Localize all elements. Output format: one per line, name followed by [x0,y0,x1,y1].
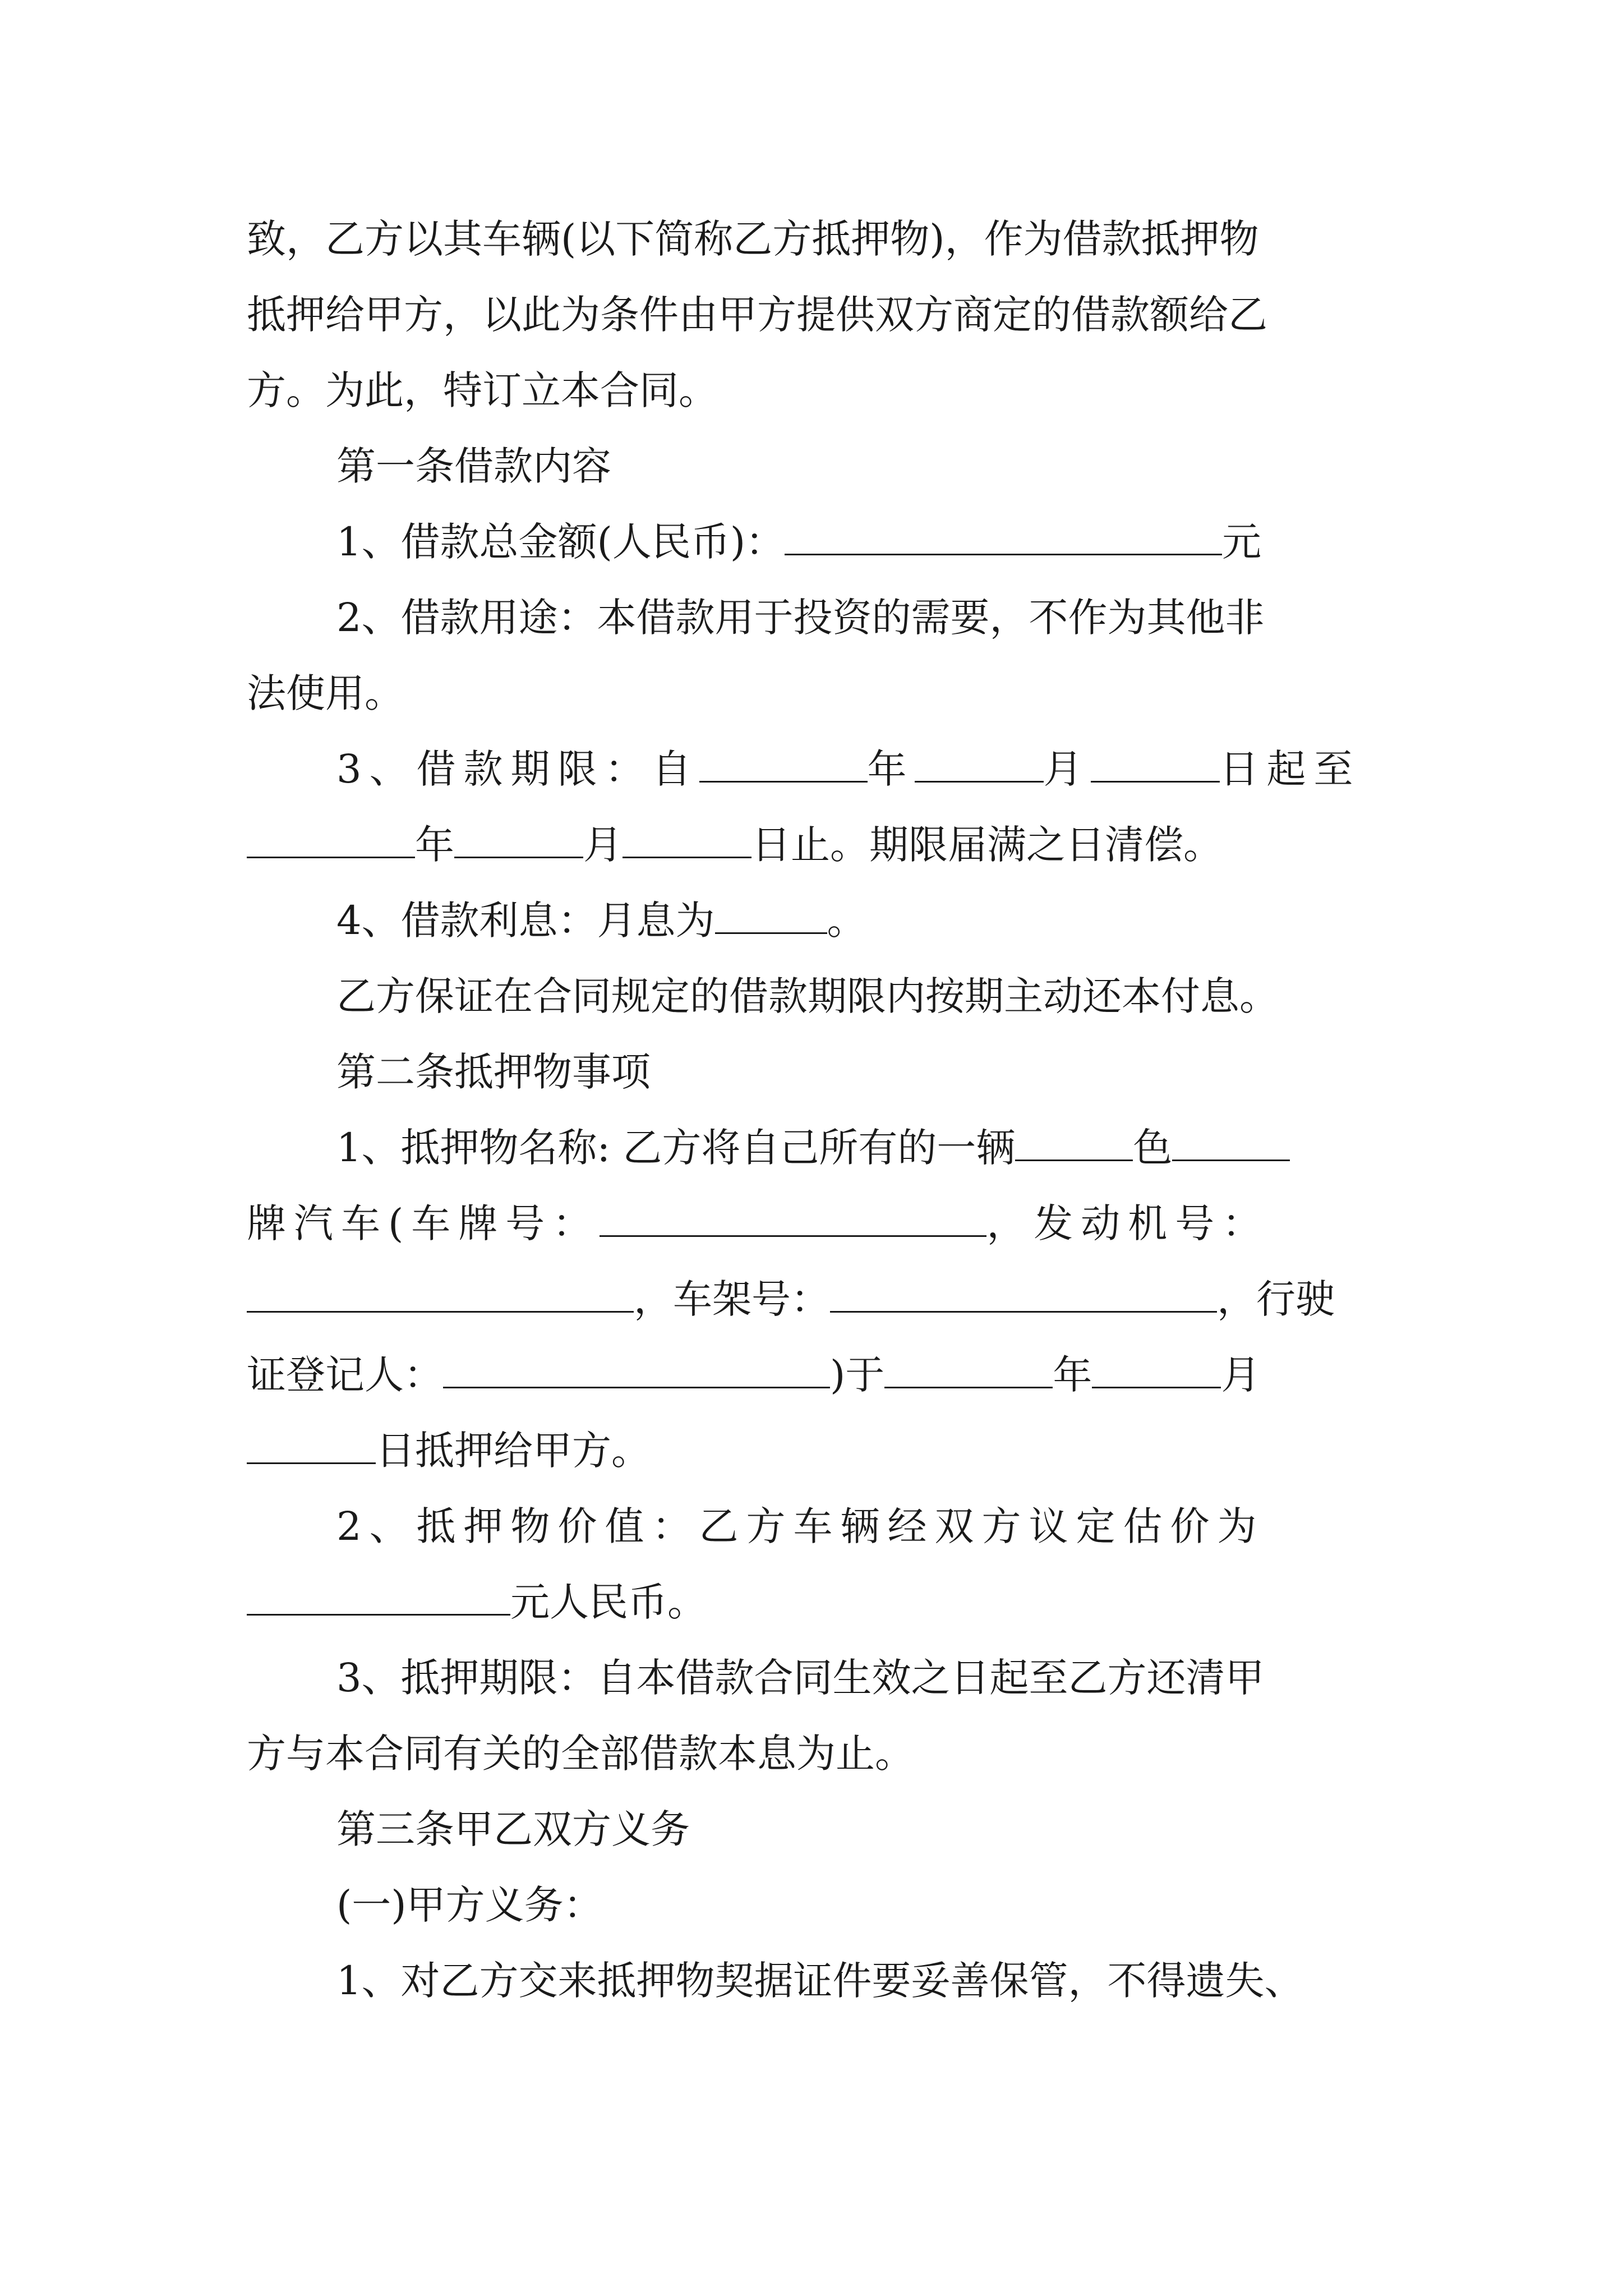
clause-text: 色 [1133,1125,1173,1171]
clause-text: ，发动机号： [986,1200,1270,1246]
clause-text: 4、借款利息：月息为 [336,898,715,944]
blank-field [1015,1125,1133,1161]
clause-text: 年 [867,746,915,792]
clause-text: ，车架号： [634,1276,830,1322]
clause-text: 元 [1222,519,1262,565]
clause-line: 方与本合同有关的全部借款本息为止。 [247,1731,914,1777]
clause-line: 法使用。 [247,670,404,716]
clause-text: )于 [830,1352,885,1398]
paragraph-line: 方。为此，特订立本合同。 [247,367,718,413]
clause-line: 3、抵押期限：自本借款合同生效之日起至乙方还清甲 [336,1655,1265,1701]
blank-field [247,822,415,858]
blank-field [699,746,868,783]
clause-line [247,1349,1260,1401]
clause-text: 。 [827,898,866,944]
section-heading: 第一条借款内容 [336,443,611,489]
clause-text: ，行驶 [1217,1276,1335,1322]
blank-field [830,1276,1217,1313]
clause-line [247,1425,651,1476]
blank-field [715,898,827,934]
clause-line [247,1198,1269,1249]
clause-line: 1、对乙方交来抵押物契据证件要妥善保管，不得遗失、 [336,1958,1304,2004]
clause-line [336,743,1361,795]
clause-line [247,819,1223,871]
clause-text: 3、借款期限：自 [336,746,699,792]
blank-field [247,1579,510,1616]
blank-field [785,519,1222,555]
clause-text: 1、抵押物名称: 乙方将自己所有的一辆 [336,1125,1016,1171]
paragraph-line: 致，乙方以其车辆(以下简称乙方抵押物)，作为借款抵押物 [247,216,1259,262]
clause-line [247,1576,707,1628]
clause-line [336,1122,1290,1174]
section-heading: 第二条抵押物事项 [336,1049,651,1095]
blank-field [623,822,751,858]
blank-field [443,1352,830,1388]
clause-line [336,895,866,946]
blank-field [1092,1352,1221,1388]
clause-text: 元人民币。 [510,1579,707,1625]
clause-text: 年 [415,822,454,868]
clause-line [336,516,1261,568]
clause-line: 2、借款用途：本借款用于投资的需要，不作为其他非 [336,595,1265,641]
clause-text: 月 [1043,746,1091,792]
clause-text: 牌汽车(车牌号： [247,1200,600,1246]
clause-line: 2、抵押物价值：乙方车辆经双方议定估价为 [336,1503,1265,1549]
blank-field [454,822,583,858]
clause-text: 年 [1053,1352,1092,1398]
blank-field [247,1276,634,1313]
subsection-heading: (一)甲方义务： [336,1882,603,1928]
clause-text: 月 [583,822,623,868]
clause-text: 1、借款总金额(人民币)： [336,519,785,565]
blank-field [1172,1125,1290,1161]
clause-text: 证登记人： [247,1352,443,1398]
clause-text: 日抵押给甲方。 [376,1428,651,1474]
blank-field [247,1428,376,1464]
blank-field [884,1352,1053,1388]
section-heading: 第三条甲乙双方义务 [336,1806,690,1852]
blank-field [600,1200,986,1237]
blank-field [915,746,1044,783]
clause-text: 日止。期限届满之日清偿。 [751,822,1223,868]
clause-text: 月 [1221,1352,1261,1398]
clause-text: 日起至 [1219,746,1361,792]
blank-field [1091,746,1220,783]
paragraph-line: 抵押给甲方，以此为条件由甲方提供双方商定的借款额给乙 [247,292,1267,338]
clause-line [247,1273,1335,1325]
clause-line: 乙方保证在合同规定的借款期限内按期主动还本付息。 [336,973,1279,1019]
